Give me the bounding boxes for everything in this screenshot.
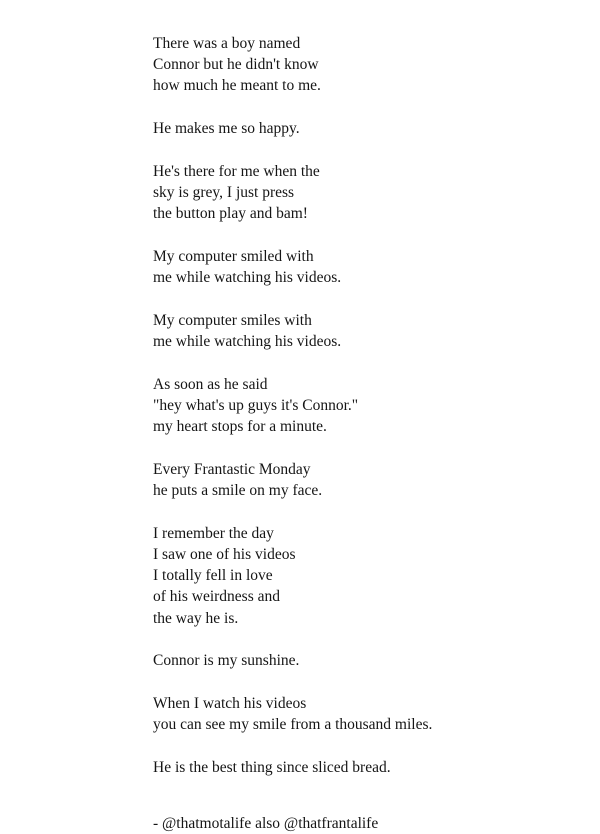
poem-line: of his weirdness and (153, 588, 280, 606)
poem-line: He makes me so happy. (153, 120, 300, 138)
poem-stanza (153, 650, 583, 671)
poem-line: how much he meant to me. (153, 77, 321, 95)
poem-line: He is the best thing since sliced bread. (153, 758, 391, 776)
poem-line: As soon as he said (153, 375, 268, 393)
poem-line: When I watch his videos (153, 694, 307, 712)
poem-line: my heart stops for a minute. (153, 418, 327, 436)
poem-body (153, 33, 583, 834)
poem-line: Connor is my sunshine. (153, 652, 300, 670)
poem-line: I totally fell in love (153, 567, 273, 585)
poem-line: me while watching his videos. (153, 269, 342, 287)
poem-line: the way he is. (153, 609, 239, 627)
poem-stanza (153, 459, 583, 501)
poem-line: "hey what's up guys it's Connor." (153, 396, 359, 414)
poem-stanza (153, 523, 583, 629)
poem-line: I saw one of his videos (153, 545, 296, 563)
poem-line: Every Frantastic Monday (153, 460, 311, 478)
poem-line: me while watching his videos. (153, 333, 342, 351)
poem-stanza (153, 161, 583, 225)
poem-stanza (153, 33, 583, 97)
poem-stanza (153, 246, 583, 288)
poem-line: He's there for me when the (153, 162, 320, 180)
poem-line: My computer smiles with (153, 311, 312, 329)
poem-line: I remember the day (153, 524, 274, 542)
poem-line: sky is grey, I just press (153, 184, 295, 202)
poem-line: the button play and bam! (153, 205, 308, 223)
poem-line: Connor but he didn't know (153, 56, 319, 74)
poem-signature: - @thatmotalife also @thatfrantalife (153, 815, 379, 833)
poem-stanzas (153, 33, 583, 778)
poem-stanza (153, 310, 583, 352)
poem-stanza (153, 757, 583, 778)
poem-line: you can see my smile from a thousand miles. (153, 716, 433, 734)
poem-stanza (153, 374, 583, 438)
poem-line: My computer smiled with (153, 247, 314, 265)
poem-stanza (153, 693, 583, 735)
poem-line: There was a boy named (153, 35, 301, 52)
poem-stanza (153, 118, 583, 139)
poem-line: he puts a smile on my face. (153, 482, 323, 500)
